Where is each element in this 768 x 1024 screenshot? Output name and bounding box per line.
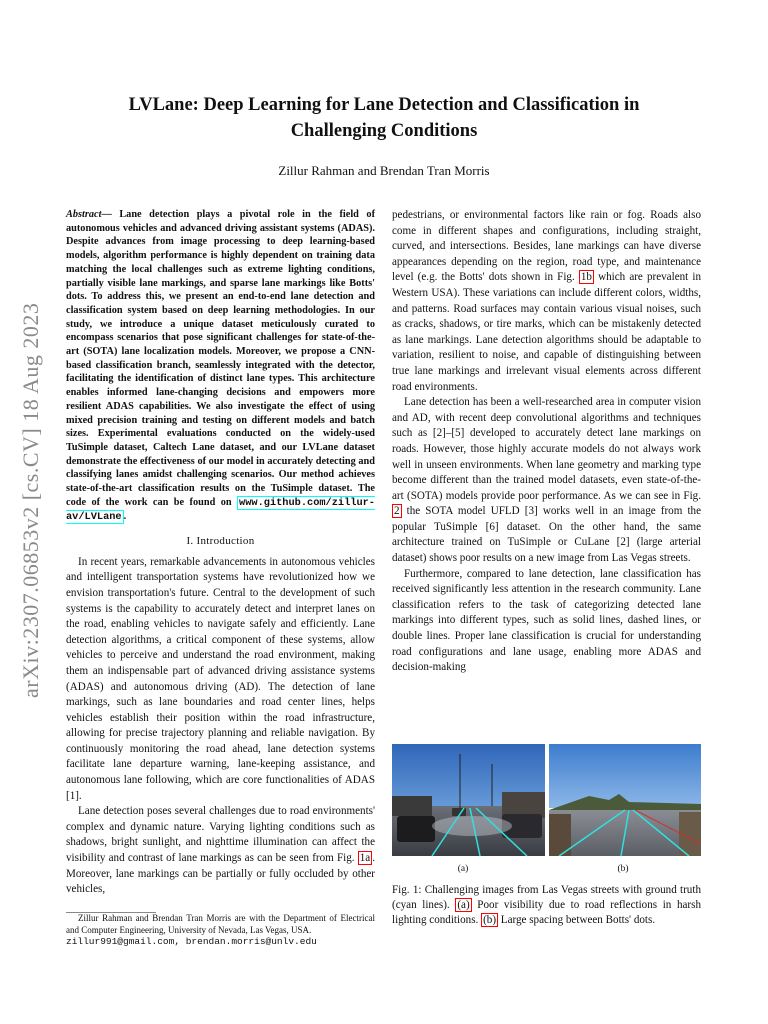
figure-1 bbox=[392, 744, 701, 856]
intro-paragraph-2 bbox=[66, 804, 375, 898]
figure-ref-1b[interactable]: 1b bbox=[580, 271, 592, 284]
figure-ref-1a[interactable]: 1a bbox=[359, 852, 371, 865]
code-link[interactable]: www.github.com/zillur-av/LVLane bbox=[66, 496, 375, 524]
caption-ref-a[interactable]: (a) bbox=[457, 899, 470, 911]
abstract-dash: — bbox=[101, 209, 112, 220]
abstract-end: . bbox=[123, 511, 127, 523]
title-line-2: Challenging Conditions bbox=[290, 121, 478, 141]
right-paragraph-1-text: pedestrians, or environmental factors like rain or fog. Roads also come in different shapes and configurations, including straight, curved, and intersections. Besides, lane markings can have diverse appearances depending on the region, road type, and maintenance level (e.g. the Botts' dots shown in Fig. bbox=[392, 209, 701, 284]
title-line-1: LVLane: Deep Learning for Lane Detection and Classification in bbox=[128, 95, 640, 115]
intro-paragraph-2-text: Lane detection poses several challenges due to road environments' complex and dynamic nature. Varying lighting conditions such as shadows, bright sunlight, and nighttime illumination can affect the visibility and contrast of lane markings as can be seen from Fig. bbox=[66, 805, 375, 865]
figure-1a-image bbox=[392, 744, 545, 856]
figure-1a-label: (a) bbox=[457, 864, 469, 874]
right-paragraph-1 bbox=[392, 208, 701, 395]
right-column bbox=[392, 208, 701, 676]
abstract-text: Lane detection plays a pivotal role in the field of autonomous vehicles and advanced driving assistant systems (ADAS). Despite advances from image processing to deep learning-based models, algorithm performance is highly dependent on training data matching the local challenges such as extreme lighting conditions, partially visible lane markings, and sparse lane markings like Botts' dots. To address this, we present an end-to-end lane detection and classification system based on deep learning methodologies. In our study, we introduce a unique dataset meticulously curated to encompass scenarios that pose significant challenges for state-of-the-art (SOTA) lane localization models. Moreover, we propose a CNN-based classification branch, seamlessly integrated with the detector, facilitating the identification of distinct lane types. This architecture enables informed lane-changing decisions and empowers more resilient ADAS capabilities. We also investigate the effect of using mixed precision training and testing on different models and batch sizes. Experimental evaluations conducted on the widely-used TuSimple dataset, Caltech Lane dataset, and our LVLane dataset demonstrate the effectiveness of our model in accurately detecting and classifying lanes amidst challenging scenarios. Our method achieves state-of-the-art classification results on the TuSimple dataset. The code of the work can be found on bbox=[66, 209, 375, 508]
paper-title bbox=[60, 92, 708, 144]
figure-1b-label: (b) bbox=[617, 864, 629, 874]
figure-ref-2[interactable]: 2 bbox=[394, 505, 400, 518]
author-list: Zillur Rahman and Brendan Tran Morris bbox=[278, 163, 490, 178]
caption-text-a: Poor visibility due to road reflections in harsh lighting conditions. bbox=[392, 899, 701, 926]
footnote-text: Zillur Rahman and Brendan Tran Morris are with the Department of Electrical and Computer Engineering, University of Nevada, Las Vegas, USA. bbox=[66, 913, 375, 935]
right-paragraph-2-tail: the SOTA model UFLD [3] works well in an image from the popular TuSimple [6] dataset. On the other hand, the same architecture trained on TuSimple or CuLane [2] (large arterial dataset) shows poor results on a new image from Las Vegas streets. bbox=[392, 505, 701, 565]
right-paragraph-2-text: Lane detection has been a well-researched area in computer vision and AD, with recent deep convolutional algorithms and techniques such as [2]–[5] developed to accurately detect lane markings on roads. However, those highly accurate models do not always work well in unseen environments. When lane geometry and marking type become different than the trained model datasets, even state-of-the-art (SOTA) models provide poor performance. As we can see in Fig. bbox=[392, 396, 701, 502]
arxiv-identifier: arXiv:2307.06853v2 [cs.CV] 18 Aug 2023 bbox=[18, 302, 43, 698]
caption-ref-b[interactable]: (b) bbox=[483, 914, 497, 926]
abstract-label: Abstract bbox=[66, 209, 102, 220]
section-heading-introduction: I. Introduction bbox=[186, 535, 255, 548]
caption-text-b: Large spacing between Botts' dots. bbox=[498, 914, 656, 926]
figure-1b-image bbox=[549, 744, 701, 856]
intro-paragraph-1: In recent years, remarkable advancements in autonomous vehicles and intelligent transportation systems have revolutionized how we envision transportation's future. Central to the development of such systems is the capability to accurately detect and interpret lanes on the road, enabling vehicles to navigate safely and efficiently. Lane detection algorithms, a critical component of these systems, allow vehicles to perceive and understand the road environment, making them an indispensable part of advanced driving assistance systems (ADAS) and autonomous driving (AD). The detection of lane markings, such as lane boundaries and road center lines, helps vehicles establish their position within the road infrastructure, allowing for precise trajectory planning and reliable navigation. By continuously monitoring the road ahead, lane detection systems facilitate lane departure warning, lane-keeping assistance, and autonomous lane following, which are core functionalities of ADAS [1]. bbox=[66, 555, 375, 802]
author-footnote bbox=[66, 912, 375, 948]
caption-text: Fig. 1: Challenging images from Las Vegas streets with ground truth (cyan lines). bbox=[392, 884, 701, 911]
botts-dots-photo bbox=[549, 744, 701, 856]
left-column bbox=[66, 208, 375, 898]
right-paragraph-1-tail: which are prevalent in Western USA). These variations can include different colors, widths, and patterns. Road surfaces may contain various visual noises, such as cracks, shadows, or tire marks, which can be mistakenly detected as lane markings. Lane detection algorithms should be adaptable to variation, resilient to noise, and capable of distinguishing between true lane markings and irrelevant visual elements across different road environments. bbox=[392, 271, 701, 393]
road-reflection-photo bbox=[392, 744, 545, 856]
right-paragraph-2 bbox=[392, 395, 701, 567]
intro-paragraph-2-tail: . Moreover, lane markings can be partially or fully occluded by other vehicles, bbox=[66, 852, 375, 896]
right-paragraph-3: Furthermore, compared to lane detection, lane classification has received significantly less attention in the research community. Lane classification refers to the task of categorizing detected lane markings into different types, such as solid lines, dashed lines, or double lines. Proper lane classification is crucial for understanding road configurations and lane usage, enabling more ADAS and decision-making bbox=[392, 567, 701, 674]
author-emails: zillur991@gmail.com, brendan.morris@unlv.edu bbox=[66, 936, 317, 947]
abstract bbox=[66, 208, 375, 525]
figure-1-caption bbox=[392, 883, 701, 928]
